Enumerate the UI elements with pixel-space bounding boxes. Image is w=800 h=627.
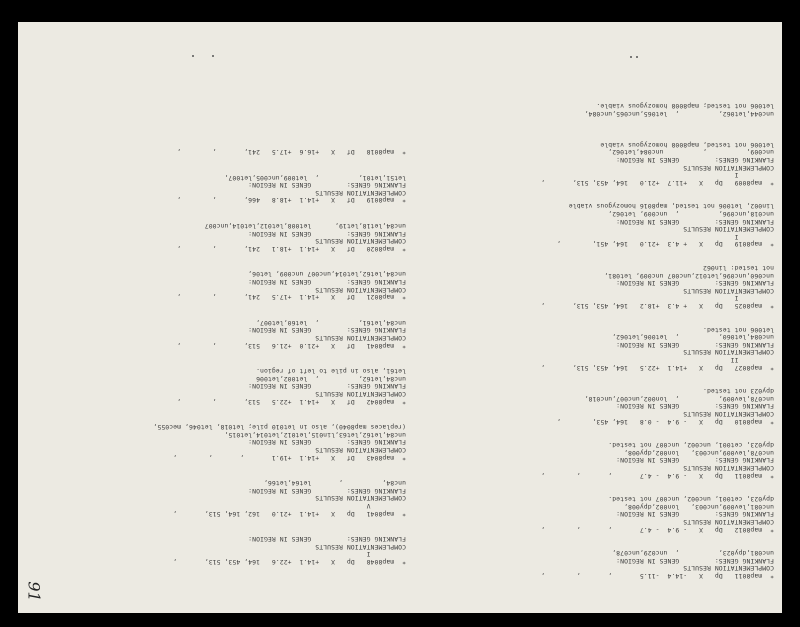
record-detail-line: FLANKING GENES: GENES IN REGION:	[616, 510, 774, 519]
record-detail-line: COMPLEMENTATION RESULTS	[315, 285, 406, 294]
record-detail-line: II	[730, 356, 774, 364]
stray-dot	[636, 56, 638, 58]
record-detail-line: I	[734, 232, 774, 241]
record-detail-line: let006 not tested.	[702, 325, 774, 334]
record-detail-line: unc081,dpy023, , unc029,unc078,	[612, 549, 774, 558]
record-detail-line: let006 not tested, map8008 homozygous viable	[600, 140, 774, 149]
record-detail-line: unc078,lev009,unc003, lon002,dpy008,	[623, 448, 774, 457]
record-header-line: * map8020 Df X +14.1 +18.1 241, , ,	[177, 244, 406, 253]
record-detail-line: dpy023 not tested.	[702, 387, 774, 396]
record-detail-line: COMPLEMENTATION RESULTS	[683, 518, 774, 526]
record-detail-line: FLANKING GENES: GENES IN REGION:	[248, 486, 406, 495]
record-detail-line: FLANKING GENES: GENES IN REGION:	[248, 535, 406, 544]
record-detail-line: COMPLEMENTATION RESULTS	[683, 410, 774, 418]
record-detail-line: COMPLEMENTATION RESULTS	[315, 334, 406, 342]
record-header-line: * map8043 Df X +14.1 +19.1 , , ,	[173, 453, 406, 462]
record-detail-line: unc84,let18,let19, let008,let012,let014,unc007	[204, 222, 406, 230]
record-detail-line: FLANKING GENES: GENES IN REGION:	[616, 556, 774, 565]
record-header-line: * map8027 Dp X +14.1 +22.5 164, 453, 513, ,	[541, 363, 774, 372]
stray-dot	[192, 55, 194, 57]
record-detail-line: FLANKING GENES: GENES IN REGION:	[248, 382, 406, 391]
record-header-line: * map8009 Dp X +11.7 +21.0 164, 453, 513, ,	[541, 178, 774, 187]
stray-dot	[630, 56, 632, 58]
record-detail-line: unc044,let062, , let065,unc065,unc084,	[584, 109, 774, 118]
record-header-line: * map8048 Dp X +14.1 +22.6 164, 453, 513, ,	[173, 558, 406, 566]
record-detail-line: unc84,let62,let63,lin015,let012,let014,let015,	[224, 430, 406, 439]
record-detail-line: COMPLEMENTATION RESULTS	[683, 464, 774, 472]
record-detail-line: I	[366, 550, 406, 559]
document-page	[18, 22, 782, 613]
record-detail-line: FLANKING GENES: GENES IN REGION:	[248, 326, 406, 335]
record-detail-line: COMPLEMENTATION RESULTS	[683, 286, 774, 295]
record-header-line: * map8019 Df X +14.1 +18.8 466, , ,	[177, 196, 406, 205]
record-detail-line: unc081,lev009,unc003, lon002,dpy008,	[623, 502, 774, 511]
record-detail-line: COMPLEMENTATION RESULTS	[683, 163, 774, 172]
record-detail-line: I	[734, 171, 774, 180]
record-detail-line: COMPLEMENTATION RESULTS	[315, 542, 406, 551]
record-detail-line: unc018,unc096, , unc009, let062,	[608, 210, 774, 218]
record-detail-line: unc078,lev009, , lon002,unc007,unc018,	[584, 394, 774, 403]
record-detail-line: COMPLEMENTATION RESULTS	[315, 390, 406, 398]
stray-dot	[212, 55, 214, 57]
record-header-line: * map8042 Df X +14.1 +22.5 513, , ,	[177, 397, 406, 406]
record-detail-line: unc84,let61, , let60,let007,	[255, 318, 406, 327]
record-detail-line: FLANKING GENES: GENES IN REGION:	[248, 438, 406, 447]
record-detail-line: unc84,let62,let014,unc007 unc009, let06,	[248, 270, 406, 279]
record-detail-line: V	[366, 502, 406, 510]
record-detail-line: unc060,unc096,let012,unc007 unc009, let081,	[604, 271, 774, 280]
record-detail-line: unc84,let62, , let002,let006	[255, 374, 406, 383]
record-header-line: * map8041 Dp X +14.1 +21.0 162, 164, 513, ,	[173, 509, 406, 518]
record-header-line: * map8018 Df X +16.6 +17.5 241, , ,	[177, 148, 406, 156]
record-detail-line: I	[734, 294, 774, 303]
record-detail-line: COMPLEMENTATION RESULTS	[683, 564, 774, 573]
record-detail-line: unc84, , let64,let66,	[263, 479, 406, 488]
record-detail-line: FLANKING GENES: GENES IN REGION:	[616, 156, 774, 164]
record-detail-line: let61, also in pile to left of region.	[255, 367, 406, 376]
record-header-line: * map8011 Dp X -14.4 -11.5 , , ,	[541, 572, 774, 580]
record-detail-line: unc084,let060, , let006,let062,	[612, 333, 774, 342]
record-detail-line: COMPLEMENTATION RESULTS	[683, 225, 774, 234]
record-detail-line: FLANKING GENES: GENES IN REGION:	[616, 402, 774, 411]
record-detail-line: not tested: lin062	[702, 264, 774, 272]
record-detail-line: dpy023, cet001, unc002, unc007 not tested.	[608, 441, 774, 450]
record-header-line: * map8019 Dp X + 4.3 +21.0 164, 451, ,	[556, 240, 774, 249]
record-detail-line: dpy023, cet001, unc002, unc007 not tested.	[608, 495, 774, 504]
record-detail-line: FLANKING GENES: GENES IN REGION:	[616, 456, 774, 465]
page-number-mark: 91	[24, 581, 44, 602]
record-header-line: * map8021 Df X +14.1 +17.5 241, , ,	[177, 293, 406, 302]
record-detail-line: COMPLEMENTATION RESULTS	[315, 237, 406, 246]
record-detail-line: let51,let01, , let009,unc005,let007,	[224, 173, 406, 182]
record-detail-line: COMPLEMENTATION RESULTS	[315, 188, 406, 197]
record-header-line: * map8010 Dp X - 9.4 - 0.8 164, 453, ,	[556, 417, 774, 426]
record-detail-line: FLANKING GENES: GENES IN REGION:	[248, 278, 406, 286]
record-header-line: * map8025 Dp X + 4.3 +18.2 164, 453, 513, ,	[541, 302, 774, 310]
record-detail-line: COMPLEMENTATION RESULTS	[315, 494, 406, 503]
record-detail-line: let006 not tested; map8008 homozygous viable.	[596, 102, 774, 110]
record-header-line: * map8011 Dp X - 9.4 - 4.7 , , ,	[541, 471, 774, 480]
record-detail-line: FLANKING GENES: GENES IN REGION:	[616, 340, 774, 349]
record-detail-line: unc009, , unc084,let062,	[608, 148, 774, 157]
record-header-line: * map8041 Df X +21.0 +21.6 513, , ,	[177, 341, 406, 350]
record-detail-line: lin002, let006 not tested, map8016 homozygous viable	[568, 202, 774, 211]
record-detail-line: COMPLEMENTATION RESULTS	[315, 446, 406, 454]
printout-sheet-rotated	[18, 22, 782, 613]
record-detail-line: FLANKING GENES: GENES IN REGION:	[616, 217, 774, 226]
record-detail-line: FLANKING GENES: GENES IN REGION:	[616, 279, 774, 288]
record-header-line: * map8012 Dp X - 9.4 - 4.7 , , ,	[541, 525, 774, 534]
record-detail-line: (replaces map8040), also in let010 pile; let018, let046, mec055,	[153, 423, 406, 432]
record-detail-line: FLANKING GENES: GENES IN REGION:	[248, 181, 406, 190]
record-detail-line: FLANKING GENES: GENES IN REGION:	[248, 229, 406, 238]
record-detail-line: COMPLEMENTATION RESULTS	[683, 348, 774, 357]
